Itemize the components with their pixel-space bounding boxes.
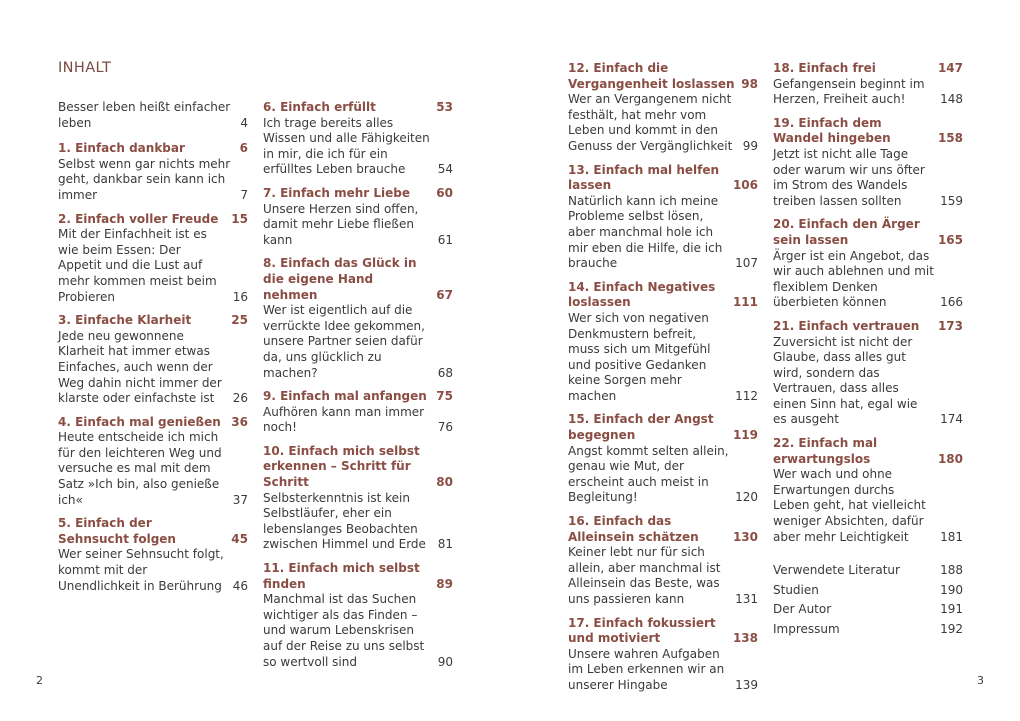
chapter-subtitle-row <box>263 491 453 553</box>
chapter-subtitle: Mit der Einfachheit ist es wie beim Essen: Der Appetit und die Lust auf mehr kommen meist beim Probieren <box>58 227 217 304</box>
chapter-page: 60 <box>436 185 453 200</box>
chapter-page: 75 <box>436 389 453 404</box>
chapter-page: 119 <box>732 428 758 443</box>
chapter-subtitle-row <box>263 202 453 249</box>
chapter-subtitle-page: 54 <box>437 162 453 177</box>
chapter-title-row <box>58 141 248 157</box>
chapter-title-row <box>263 561 453 592</box>
chapter-subtitle-page: 112 <box>735 388 758 403</box>
chapter-subtitle: Selbst wenn gar nichts mehr geht, dankbar sein kann ich immer <box>58 156 231 202</box>
chapter-title: 18. Einfach frei <box>773 61 876 75</box>
back-matter-item[interactable] <box>773 561 963 581</box>
chapter-page: 106 <box>732 178 758 193</box>
back-matter-page: 188 <box>940 563 963 578</box>
back-matter-page: 190 <box>940 582 963 597</box>
chapter-page: 53 <box>436 100 453 114</box>
chapter-page: 25 <box>231 313 248 328</box>
back-matter-page: 191 <box>940 602 963 617</box>
chapter-subtitle-page: 166 <box>940 295 963 310</box>
chapter-subtitle-page: 181 <box>940 529 963 544</box>
chapter-subtitle-page: 26 <box>232 391 248 406</box>
chapter-page: 147 <box>937 61 963 75</box>
chapter-subtitle-row <box>58 157 248 204</box>
chapter-subtitle: Jede neu gewonnene Klarheit hat immer etwas Einfaches, auch wenn der Weg dahin nicht immer der klarste oder einfachste ist <box>58 328 222 406</box>
chapter-subtitle-page: 90 <box>437 654 453 669</box>
chapter-subtitle: Jetzt ist nicht alle Tage oder warum wir uns öfter im Strom des Wandels treiben lassen sollten <box>773 146 925 208</box>
back-matter-item[interactable] <box>773 600 963 620</box>
toc-entry[interactable] <box>773 61 963 108</box>
chapter-subtitle: Unsere Herzen sind offen, damit mehr Liebe fließen kann <box>263 201 419 247</box>
chapter-subtitle-row <box>263 405 453 436</box>
chapter-subtitle-row <box>568 444 758 506</box>
chapter-subtitle-page: 68 <box>437 365 453 380</box>
toc-entry[interactable] <box>263 389 453 436</box>
chapter-subtitle-row <box>263 592 453 670</box>
chapter-subtitle: Aufhören kann man immer noch! <box>263 404 425 435</box>
chapter-subtitle-row <box>568 545 758 607</box>
chapter-subtitle-page: 61 <box>437 232 453 247</box>
chapter-title-row <box>58 516 248 547</box>
chapter-title-row <box>568 280 758 311</box>
chapter-subtitle: Wer ist eigentlich auf die verrückte Idee gekommen, unsere Partner seien dafür da, uns glücklich zu machen? <box>263 303 425 380</box>
chapter-subtitle: Natürlich kann ich meine Probleme selbst lösen, aber manchmal hole ich mir eben die Hilfe, die ich brauche <box>568 193 723 271</box>
chapter-subtitle: Manchmal ist das Suchen wichtiger als das Finden – und warum Lebenskrisen auf der Reise zu uns selbst so wertvoll sind <box>263 592 425 669</box>
chapter-subtitle-row <box>773 335 963 429</box>
toc-entry[interactable] <box>568 280 758 405</box>
toc-entry[interactable] <box>568 616 758 694</box>
toc-entry[interactable] <box>58 516 248 594</box>
chapter-title-row <box>568 163 758 194</box>
chapter-title-row <box>263 100 453 116</box>
chapter-subtitle-row <box>568 92 758 154</box>
page-number-right: 3 <box>977 674 984 687</box>
toc-column-2 <box>263 100 453 678</box>
back-matter-list <box>773 561 963 639</box>
chapter-title-row <box>568 61 758 92</box>
chapter-subtitle: Gefangensein beginnt im Herzen, Freiheit auch! <box>773 76 925 107</box>
chapter-page: 130 <box>732 529 758 544</box>
intro-title: Besser leben heißt einfacher leben <box>58 100 231 130</box>
toc-heading: INHALT <box>58 60 112 76</box>
chapter-title: 1. Einfach dankbar <box>58 141 185 156</box>
chapter-title: 21. Einfach vertrauen <box>773 318 920 333</box>
chapter-subtitle: Wer an Vergangenem nicht festhält, hat mehr vom Leben und kommt in den Genuss der Vergänglichkeit <box>568 92 733 153</box>
toc-intro-entry[interactable] <box>58 100 248 131</box>
chapter-subtitle: Wer wach und ohne Erwartungen durchs Leben geht, hat vielleicht weniger Absichten, dafür aber mehr Leichtigkeit <box>773 467 926 544</box>
chapter-title: 15. Einfach der Angst begegnen <box>568 412 714 443</box>
chapter-subtitle-row <box>568 311 758 405</box>
toc-entry[interactable] <box>263 100 453 178</box>
chapter-title-row <box>263 256 453 303</box>
chapter-subtitle: Ich trage bereits alles Wissen und alle Fähigkeiten in mir, die ich für ein erfülltes Leben brauche <box>263 115 430 177</box>
chapter-page: 45 <box>231 531 248 546</box>
chapter-subtitle-row <box>773 147 963 209</box>
chapter-title: 8. Einfach das Glück in die eigene Hand nehmen <box>263 256 417 302</box>
chapter-subtitle-page: 120 <box>735 490 758 505</box>
chapter-title: 3. Einfache Klarheit <box>58 313 192 328</box>
chapter-title: 2. Einfach voller Freude <box>58 211 219 226</box>
chapter-subtitle-page: 139 <box>735 677 758 692</box>
chapter-title: 20. Einfach den Ärger sein lassen <box>773 217 920 247</box>
chapter-subtitle-page: 76 <box>437 420 453 435</box>
toc-entry[interactable] <box>58 415 248 509</box>
toc-entry[interactable] <box>568 412 758 506</box>
chapter-subtitle-page: 107 <box>735 256 758 271</box>
chapter-title-row <box>263 389 453 405</box>
chapter-page: 89 <box>436 576 453 591</box>
chapter-subtitle-page: 174 <box>940 412 963 427</box>
chapter-subtitle: Zuversicht ist nicht der Glaube, dass alles gut wird, sondern das Vertrauen, dass alles einen Sinn hat, egal wie es ausgeht <box>773 334 918 427</box>
chapter-title: 14. Einfach Negatives loslassen <box>568 279 716 310</box>
toc-entry[interactable] <box>263 444 453 553</box>
back-matter-label: Studien <box>773 582 819 597</box>
chapter-title: 4. Einfach mal genießen <box>58 414 221 429</box>
chapter-title: 6. Einfach erfüllt <box>263 100 376 114</box>
chapter-title-row <box>773 217 963 248</box>
chapter-subtitle-row <box>568 194 758 272</box>
chapter-subtitle: Keiner lebt nur für sich allein, aber manchmal ist Alleinsein das Beste, was uns passieren kann <box>568 545 721 606</box>
toc-column-3 <box>568 61 758 702</box>
chapter-subtitle-page: 81 <box>437 537 453 552</box>
toc-entry[interactable] <box>773 436 963 545</box>
toc-entry[interactable] <box>58 212 248 306</box>
chapter-subtitle: Wer sich von negativen Denkmustern befreit, muss sich um Mitgefühl und positive Gedanken keine Sorgen mehr machen <box>568 310 711 403</box>
chapter-page: 111 <box>732 295 758 310</box>
chapter-title-row <box>263 186 453 202</box>
chapter-title: 9. Einfach mal anfangen <box>263 389 427 404</box>
chapter-title: 19. Einfach dem Wandel hingeben <box>773 115 891 146</box>
toc-entry[interactable] <box>58 313 248 407</box>
chapter-title-row <box>58 212 248 228</box>
chapter-subtitle-page: 159 <box>940 193 963 208</box>
toc-entry[interactable] <box>773 116 963 210</box>
chapter-subtitle-page: 148 <box>940 92 963 107</box>
toc-entry[interactable] <box>568 61 758 155</box>
chapter-subtitle-row <box>773 467 963 545</box>
chapter-page: 6 <box>239 141 248 156</box>
chapter-subtitle-row <box>263 116 453 178</box>
intro-page: 4 <box>240 115 248 130</box>
chapter-subtitle-row <box>58 227 248 305</box>
chapter-title-row <box>568 412 758 443</box>
back-matter-page: 192 <box>940 622 963 636</box>
chapter-subtitle: Wer seiner Sehnsucht folgt, kommt mit der Unendlichkeit in Berührung <box>58 547 224 593</box>
toc-entry[interactable] <box>263 561 453 670</box>
chapter-page: 15 <box>231 211 248 226</box>
chapter-subtitle: Angst kommt selten allein, genau wie Mut, der erscheint auch meist in Begleitung! <box>568 443 729 505</box>
chapter-subtitle-row <box>568 647 758 694</box>
page-number-left: 2 <box>36 674 43 687</box>
chapter-subtitle-row <box>58 430 248 508</box>
chapter-subtitle: Unsere wahren Aufgaben im Leben erkennen wir an unserer Hingabe <box>568 646 725 692</box>
chapter-title: 12. Einfach die Vergangenheit loslassen <box>568 61 735 91</box>
back-matter-item[interactable] <box>773 620 963 640</box>
chapter-subtitle: Selbsterkenntnis ist kein Selbstläufer, eher ein lebenslanges Beobachten zwischen Himmel und Erde <box>263 490 426 552</box>
chapter-title: 5. Einfach der Sehnsucht folgen <box>58 516 176 546</box>
chapter-page: 98 <box>741 76 758 91</box>
chapter-title-row <box>773 319 963 335</box>
chapter-title: 22. Einfach mal erwartungslos <box>773 436 878 466</box>
chapter-subtitle: Ärger ist ein Angebot, das wir auch ablehnen und mit flexiblem Denken überbieten können <box>773 248 934 310</box>
chapter-title-row <box>58 313 248 329</box>
chapter-subtitle-row <box>58 547 248 594</box>
chapter-subtitle-page: 7 <box>240 187 248 202</box>
chapter-subtitle-page: 16 <box>232 289 248 304</box>
toc-column-1 <box>58 100 248 602</box>
chapter-subtitle-row <box>263 303 453 381</box>
chapter-title: 13. Einfach mal helfen lassen <box>568 162 720 193</box>
chapter-page: 80 <box>436 475 453 490</box>
chapter-title-row <box>58 415 248 431</box>
toc-column-4 <box>773 61 963 640</box>
chapter-page: 173 <box>937 318 963 333</box>
toc-entry[interactable] <box>263 256 453 381</box>
toc-entry[interactable] <box>568 514 758 608</box>
chapter-title-row <box>263 444 453 491</box>
toc-entry[interactable] <box>58 141 248 203</box>
chapter-title-row <box>773 436 963 467</box>
chapter-title: 11. Einfach mich selbst finden <box>263 561 420 591</box>
chapter-page: 138 <box>732 631 758 646</box>
chapter-subtitle-row <box>773 77 963 108</box>
chapter-subtitle-page: 131 <box>735 592 758 606</box>
chapter-title: 17. Einfach fokussiert und motiviert <box>568 615 716 646</box>
chapter-title: 16. Einfach das Alleinsein schätzen <box>568 514 699 544</box>
back-matter-item[interactable] <box>773 581 963 601</box>
chapter-title-row <box>568 616 758 647</box>
chapter-subtitle-row <box>58 329 248 407</box>
toc-entry[interactable] <box>773 319 963 428</box>
back-matter-label: Impressum <box>773 622 840 636</box>
chapter-subtitle-page: 37 <box>232 492 248 507</box>
toc-entry[interactable] <box>568 163 758 272</box>
toc-entry[interactable] <box>263 186 453 248</box>
chapter-title: 10. Einfach mich selbst erkennen – Schritt für Schritt <box>263 443 420 490</box>
chapter-title-row <box>773 116 963 147</box>
chapter-subtitle: Heute entscheide ich mich für den leichteren Weg und versuche es mal mit dem Satz »Ich bin, also genieße ich« <box>58 430 222 507</box>
chapter-subtitle-row <box>773 249 963 311</box>
chapter-page: 36 <box>231 414 248 429</box>
chapter-subtitle-page: 99 <box>742 138 758 153</box>
chapter-title-row <box>568 514 758 545</box>
back-matter-label: Verwendete Literatur <box>773 563 900 578</box>
chapter-page: 180 <box>937 451 963 466</box>
chapter-page: 158 <box>937 131 963 146</box>
chapter-page: 165 <box>937 232 963 247</box>
chapter-subtitle-page: 46 <box>232 578 248 593</box>
toc-entry[interactable] <box>773 217 963 311</box>
chapter-page: 67 <box>436 287 453 302</box>
back-matter-label: Der Autor <box>773 602 832 617</box>
chapter-title-row <box>773 61 963 77</box>
chapter-title: 7. Einfach mehr Liebe <box>263 185 410 200</box>
